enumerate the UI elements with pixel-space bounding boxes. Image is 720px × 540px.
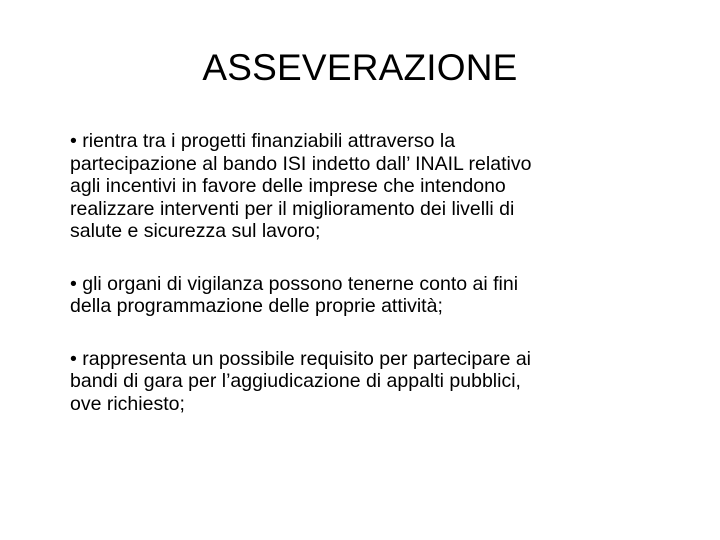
bullet-line: della programmazione delle proprie attività; — [70, 295, 443, 317]
bullet-list — [70, 130, 690, 415]
bullet-line: ove richiesto; — [70, 392, 185, 415]
bullet-line: bandi di gara per l’aggiudicazione di appalti pubblici, — [70, 370, 521, 392]
bullet-item-isi-funding — [70, 130, 690, 243]
bullet-line: agli incentivi in favore delle imprese che intendono — [70, 175, 506, 197]
bullet-line: realizzare interventi per il miglioramento dei livelli di — [70, 197, 515, 220]
bullet-line: • gli organi di vigilanza possono tenerne conto ai fini — [70, 272, 519, 295]
bullet-line: partecipazione al bando ISI indetto dall’ INAIL relativo — [70, 152, 532, 175]
slide-title: ASSEVERAZIONE — [202, 47, 518, 88]
bullet-line: • rientra tra i progetti finanziabili attraverso la — [70, 130, 456, 152]
bullet-line: • rappresenta un possibile requisito per partecipare ai — [70, 347, 532, 370]
bullet-line: salute e sicurezza sul lavoro; — [70, 220, 321, 242]
bullet-item-tender-requirement — [70, 348, 690, 416]
bullet-item-vigilance — [70, 273, 690, 318]
